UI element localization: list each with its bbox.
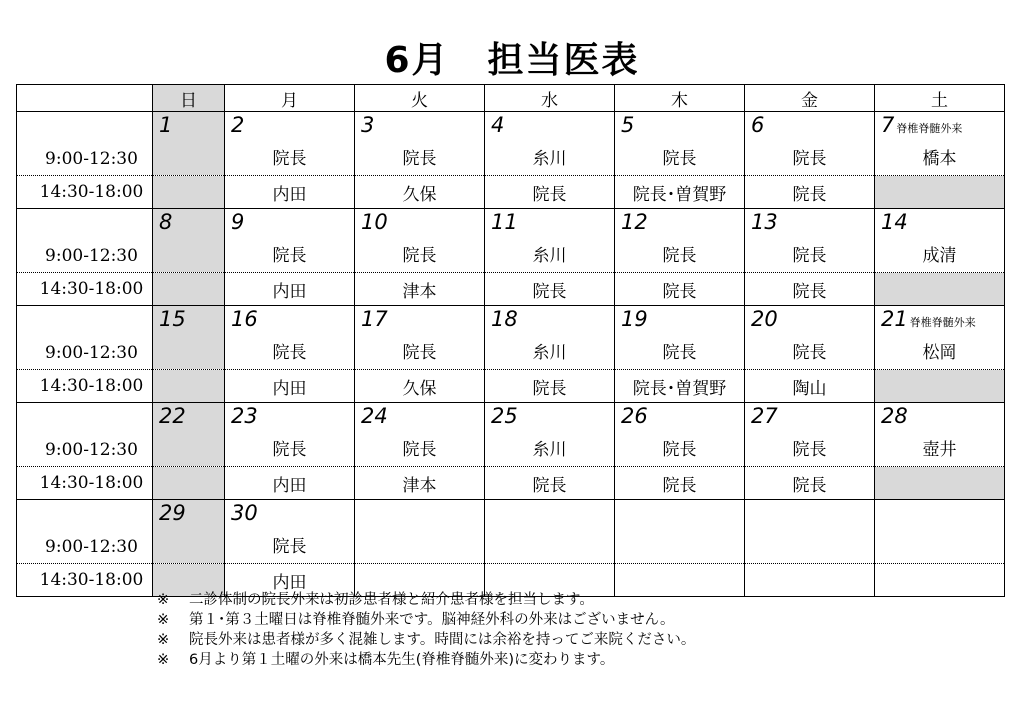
afternoon-doctor bbox=[153, 273, 225, 306]
afternoon-row bbox=[17, 467, 1005, 500]
morning-doctor: 院長 bbox=[662, 246, 697, 266]
note-text: 院長外来は患者様が多く混雑します。時間には余裕を持ってご来院ください。 bbox=[189, 632, 696, 648]
afternoon-time-label: 14:30-18:00 bbox=[17, 370, 153, 403]
day-number: 6 bbox=[751, 113, 765, 137]
header-saturday: 土 bbox=[875, 85, 1005, 112]
afternoon-doctor bbox=[153, 176, 225, 209]
day-number: 5 bbox=[621, 113, 635, 137]
morning-row bbox=[17, 306, 1005, 370]
day-cell bbox=[485, 403, 615, 467]
note-text: 二診体制の院長外来は初診患者様と紹介患者様を担当します。 bbox=[189, 592, 594, 608]
afternoon-doctor bbox=[875, 564, 1005, 597]
day-cell bbox=[355, 403, 485, 467]
schedule-table bbox=[16, 84, 1005, 597]
morning-doctor: 糸川 bbox=[532, 440, 567, 460]
afternoon-doctor: 院長 bbox=[745, 273, 875, 306]
morning-doctor: 院長 bbox=[272, 537, 307, 557]
day-number: 21 脊椎脊髄外来 bbox=[881, 307, 976, 331]
morning-doctor: 院長 bbox=[402, 343, 437, 363]
morning-doctor: 院長 bbox=[792, 246, 827, 266]
day-number: 7 脊椎脊髄外来 bbox=[881, 113, 963, 137]
note-item bbox=[157, 650, 695, 670]
morning-doctor bbox=[153, 557, 224, 563]
afternoon-time-label: 14:30-18:00 bbox=[17, 467, 153, 500]
afternoon-doctor: 久保 bbox=[355, 176, 485, 209]
day-cell bbox=[745, 112, 875, 176]
morning-doctor bbox=[355, 557, 484, 563]
clinic-note: 脊椎脊髄外来 bbox=[909, 316, 976, 329]
morning-doctor: 橋本 bbox=[922, 149, 957, 169]
morning-time-label: 9:00-12:30 bbox=[17, 500, 153, 564]
day-cell bbox=[485, 209, 615, 273]
afternoon-row bbox=[17, 273, 1005, 306]
note-item bbox=[157, 590, 695, 610]
afternoon-doctor: 内田 bbox=[225, 273, 355, 306]
day-number: 30 bbox=[231, 501, 258, 525]
day-number: 9 bbox=[231, 210, 245, 234]
day-cell bbox=[355, 209, 485, 273]
afternoon-time-label: 14:30-18:00 bbox=[17, 176, 153, 209]
day-cell bbox=[153, 403, 225, 467]
afternoon-row bbox=[17, 370, 1005, 403]
morning-doctor: 院長 bbox=[662, 149, 697, 169]
day-cell bbox=[875, 209, 1005, 273]
header-thursday: 木 bbox=[615, 85, 745, 112]
day-number: 2 bbox=[231, 113, 245, 137]
afternoon-time-label: 14:30-18:00 bbox=[17, 273, 153, 306]
day-cell bbox=[875, 112, 1005, 176]
morning-doctor: 院長 bbox=[402, 246, 437, 266]
afternoon-doctor bbox=[875, 370, 1005, 403]
morning-row bbox=[17, 403, 1005, 467]
note-item bbox=[157, 630, 695, 650]
afternoon-doctor: 院長 bbox=[745, 176, 875, 209]
day-number: 27 bbox=[751, 404, 778, 428]
morning-time-label: 9:00-12:30 bbox=[17, 306, 153, 370]
morning-doctor: 院長 bbox=[272, 440, 307, 460]
day-cell bbox=[875, 500, 1005, 564]
day-cell bbox=[745, 209, 875, 273]
morning-doctor: 壺井 bbox=[922, 440, 957, 460]
header-sunday: 日 bbox=[153, 85, 225, 112]
morning-doctor: 糸川 bbox=[532, 149, 567, 169]
header-wednesday: 水 bbox=[485, 85, 615, 112]
morning-doctor: 院長 bbox=[402, 149, 437, 169]
day-number: 12 bbox=[621, 210, 648, 234]
morning-row bbox=[17, 209, 1005, 273]
page-title: 6月 担当医表 bbox=[384, 40, 640, 81]
header-friday: 金 bbox=[745, 85, 875, 112]
afternoon-doctor: 院長 bbox=[745, 467, 875, 500]
note-mark: ※ bbox=[157, 632, 170, 648]
day-number: 20 bbox=[751, 307, 778, 331]
afternoon-doctor bbox=[153, 467, 225, 500]
afternoon-doctor: 院長･曽賀野 bbox=[615, 176, 745, 209]
day-number: 23 bbox=[231, 404, 258, 428]
header-corner-cell bbox=[17, 85, 153, 112]
day-number: 19 bbox=[621, 307, 648, 331]
note-item bbox=[157, 610, 695, 630]
morning-doctor bbox=[485, 557, 614, 563]
day-number: 3 bbox=[361, 113, 375, 137]
day-number: 8 bbox=[159, 210, 173, 234]
header-row bbox=[17, 85, 1005, 112]
day-cell bbox=[485, 306, 615, 370]
day-cell bbox=[745, 306, 875, 370]
morning-time-label: 9:00-12:30 bbox=[17, 112, 153, 176]
morning-doctor bbox=[153, 169, 224, 175]
day-number: 4 bbox=[491, 113, 505, 137]
day-cell bbox=[153, 306, 225, 370]
morning-row bbox=[17, 500, 1005, 564]
afternoon-doctor: 院長･曽賀野 bbox=[615, 370, 745, 403]
day-number: 29 bbox=[159, 501, 186, 525]
afternoon-doctor: 院長 bbox=[615, 467, 745, 500]
afternoon-doctor: 内田 bbox=[225, 176, 355, 209]
day-cell bbox=[153, 209, 225, 273]
morning-doctor bbox=[153, 363, 224, 369]
day-cell bbox=[615, 112, 745, 176]
notes-list bbox=[157, 590, 695, 670]
afternoon-doctor: 院長 bbox=[485, 467, 615, 500]
day-cell bbox=[615, 500, 745, 564]
afternoon-time-label: 14:30-18:00 bbox=[17, 564, 153, 597]
afternoon-doctor: 陶山 bbox=[745, 370, 875, 403]
day-number: 26 bbox=[621, 404, 648, 428]
day-cell bbox=[225, 112, 355, 176]
morning-doctor: 院長 bbox=[792, 149, 827, 169]
afternoon-doctor: 院長 bbox=[485, 273, 615, 306]
day-cell bbox=[485, 112, 615, 176]
afternoon-doctor bbox=[875, 176, 1005, 209]
morning-time-label: 9:00-12:30 bbox=[17, 403, 153, 467]
morning-doctor: 院長 bbox=[272, 343, 307, 363]
morning-row bbox=[17, 112, 1005, 176]
day-cell bbox=[745, 500, 875, 564]
morning-doctor: 成清 bbox=[922, 246, 957, 266]
day-cell bbox=[355, 306, 485, 370]
afternoon-doctor: 内田 bbox=[225, 564, 355, 597]
morning-doctor bbox=[153, 266, 224, 272]
afternoon-doctor bbox=[875, 273, 1005, 306]
morning-doctor: 院長 bbox=[792, 343, 827, 363]
day-cell bbox=[225, 306, 355, 370]
morning-doctor: 糸川 bbox=[532, 343, 567, 363]
day-cell bbox=[875, 306, 1005, 370]
day-number: 16 bbox=[231, 307, 258, 331]
morning-doctor: 院長 bbox=[662, 343, 697, 363]
afternoon-doctor bbox=[153, 370, 225, 403]
day-number: 17 bbox=[361, 307, 388, 331]
day-number: 10 bbox=[361, 210, 388, 234]
day-number: 14 bbox=[881, 210, 908, 234]
afternoon-doctor: 院長 bbox=[485, 176, 615, 209]
note-mark: ※ bbox=[157, 652, 170, 668]
morning-doctor: 松岡 bbox=[922, 343, 957, 363]
day-number: 1 bbox=[159, 113, 173, 137]
afternoon-doctor: 内田 bbox=[225, 370, 355, 403]
day-number: 28 bbox=[881, 404, 908, 428]
afternoon-doctor: 津本 bbox=[355, 467, 485, 500]
morning-doctor: 糸川 bbox=[532, 246, 567, 266]
afternoon-doctor: 久保 bbox=[355, 370, 485, 403]
day-cell bbox=[225, 500, 355, 564]
day-number: 15 bbox=[159, 307, 186, 331]
day-cell bbox=[225, 209, 355, 273]
afternoon-row bbox=[17, 176, 1005, 209]
note-mark: ※ bbox=[157, 612, 170, 628]
day-cell bbox=[485, 500, 615, 564]
morning-time-label: 9:00-12:30 bbox=[17, 209, 153, 273]
afternoon-doctor bbox=[745, 564, 875, 597]
day-cell bbox=[355, 112, 485, 176]
day-number: 13 bbox=[751, 210, 778, 234]
day-cell bbox=[225, 403, 355, 467]
day-cell bbox=[615, 403, 745, 467]
day-cell bbox=[745, 403, 875, 467]
note-text: 6月より第１土曜の外来は橋本先生(脊椎脊髄外来)に変わります。 bbox=[189, 652, 615, 668]
morning-doctor bbox=[875, 557, 1004, 563]
afternoon-doctor: 津本 bbox=[355, 273, 485, 306]
day-cell bbox=[615, 306, 745, 370]
day-number: 24 bbox=[361, 404, 388, 428]
morning-doctor: 院長 bbox=[662, 440, 697, 460]
day-cell bbox=[875, 403, 1005, 467]
morning-doctor: 院長 bbox=[402, 440, 437, 460]
morning-doctor: 院長 bbox=[272, 149, 307, 169]
header-tuesday: 火 bbox=[355, 85, 485, 112]
day-number: 22 bbox=[159, 404, 186, 428]
day-number: 11 bbox=[491, 210, 518, 234]
day-number: 25 bbox=[491, 404, 518, 428]
day-cell bbox=[153, 500, 225, 564]
morning-doctor: 院長 bbox=[272, 246, 307, 266]
day-cell bbox=[615, 209, 745, 273]
note-text: 第１･第３土曜日は脊椎脊髄外来です。脳神経外科の外来はございません。 bbox=[189, 612, 675, 628]
clinic-note: 脊椎脊髄外来 bbox=[896, 122, 963, 135]
morning-doctor bbox=[615, 557, 744, 563]
note-mark: ※ bbox=[157, 592, 170, 608]
day-number: 18 bbox=[491, 307, 518, 331]
header-monday: 月 bbox=[225, 85, 355, 112]
day-cell bbox=[153, 112, 225, 176]
morning-doctor bbox=[745, 557, 874, 563]
afternoon-doctor: 院長 bbox=[485, 370, 615, 403]
afternoon-doctor bbox=[875, 467, 1005, 500]
morning-doctor bbox=[153, 460, 224, 466]
day-cell bbox=[355, 500, 485, 564]
afternoon-doctor: 院長 bbox=[615, 273, 745, 306]
afternoon-doctor: 内田 bbox=[225, 467, 355, 500]
morning-doctor: 院長 bbox=[792, 440, 827, 460]
